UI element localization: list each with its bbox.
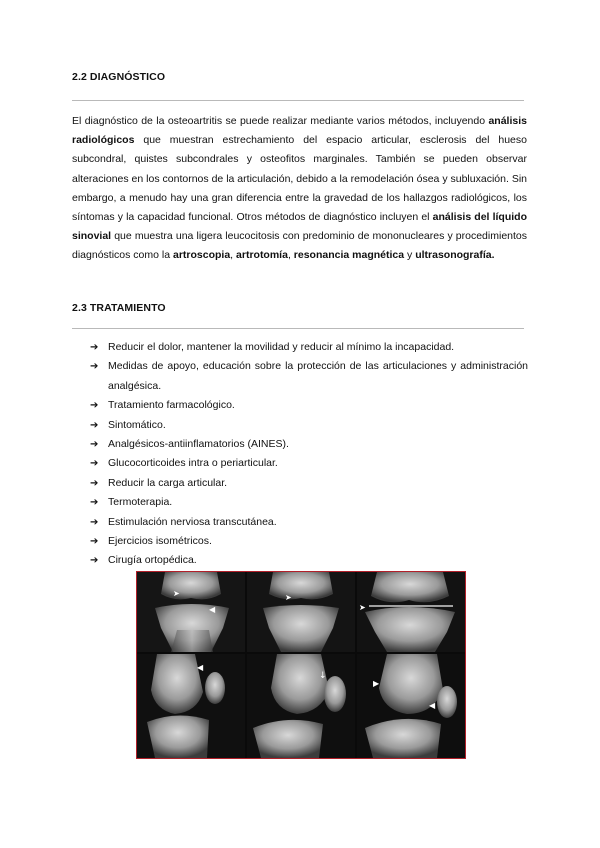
- xray-panel-ap-1: [137, 572, 245, 652]
- list-item: ➔ Tratamiento farmacológico.: [90, 396, 528, 415]
- arrow-right-icon: ➔: [90, 555, 99, 567]
- section-divider: [72, 100, 524, 101]
- arrow-right-icon: ➔: [90, 536, 99, 548]
- svg-text:◀: ◀: [197, 663, 204, 672]
- xray-panel-lateral-1: [137, 654, 245, 758]
- xray-panel-ap-2: [247, 572, 355, 652]
- svg-text:▶: ▶: [373, 679, 380, 688]
- list-item: ➔ Estimulación nerviosa transcutánea.: [90, 513, 528, 532]
- arrow-right-icon: ➔: [90, 497, 99, 509]
- section-heading-diagnostico: 2.2 DIAGNÓSTICO: [72, 71, 166, 83]
- svg-text:➤: ➤: [359, 603, 366, 612]
- list-item: ➔ Cirugía ortopédica.: [90, 551, 528, 570]
- list-item: ➔ Termoterapia.: [90, 493, 528, 512]
- svg-text:↓: ↓: [319, 671, 327, 681]
- knee-xray-icon: [137, 572, 465, 758]
- svg-text:◀: ◀: [209, 605, 216, 614]
- list-item: ➔ Sintomático.: [90, 416, 528, 435]
- xray-panel-lateral-3: [357, 654, 465, 758]
- svg-text:➤: ➤: [173, 589, 180, 598]
- arrow-right-icon: ➔: [90, 458, 99, 470]
- arrow-right-icon: ➔: [90, 477, 99, 489]
- list-item: ➔ Medidas de apoyo, educación sobre la protección de las articulaciones y administración analgésica.: [90, 357, 528, 396]
- arrow-right-icon: ➔: [90, 439, 99, 451]
- treatment-list: [90, 338, 528, 571]
- arrow-right-icon: ➔: [90, 342, 99, 353]
- list-item: ➔ Reducir el dolor, mantener la movilidad y reducir al mínimo la incapacidad.: [90, 338, 528, 357]
- list-item: ➔ Analgésicos-antiinflamatorios (AINES).: [90, 435, 528, 454]
- xray-panel-lateral-2: [247, 654, 355, 758]
- svg-text:◀: ◀: [429, 701, 436, 710]
- list-item: ➔ Ejercicios isométricos.: [90, 532, 528, 551]
- knee-xray-figure: [136, 571, 466, 759]
- section-divider: [72, 328, 524, 329]
- arrow-right-icon: ➔: [90, 419, 99, 431]
- section-heading-tratamiento: 2.3 TRATAMIENTO: [72, 302, 166, 314]
- xray-panel-ap-3: [357, 572, 465, 652]
- svg-text:➤: ➤: [285, 593, 292, 602]
- list-item: ➔ Glucocorticoides intra o periarticular.: [90, 454, 528, 473]
- arrow-right-icon: ➔: [90, 516, 99, 528]
- diagnostico-paragraph: El diagnóstico de la osteoartritis se puede realizar mediante varios métodos, incluyendo análisis radiológicos que muestran estrechamiento del espacio articular, esclerosis del hueso subcondral, quistes subcondrales y osteofitos marginales. También se pueden observar alteraciones en los contornos de la articulación, debido a la remodelación ósea y subluxación. Sin embargo, a menudo hay una gran diferencia entre la gravedad de los hallazgos radiológicos, los síntomas y la capacidad funcional. Otros métodos de diagnóstico incluyen el análisis del líquido sinovial que muestra una ligera leucocitosis con predominio de mononucleares y procedimientos diagnósticos como la artroscopia, artrotomía, resonancia magnética y ultrasonografía.: [72, 115, 528, 262]
- arrow-right-icon: ➔: [90, 400, 99, 412]
- list-item: ➔ Reducir la carga articular.: [90, 474, 528, 493]
- arrow-right-icon: ➔: [90, 361, 99, 373]
